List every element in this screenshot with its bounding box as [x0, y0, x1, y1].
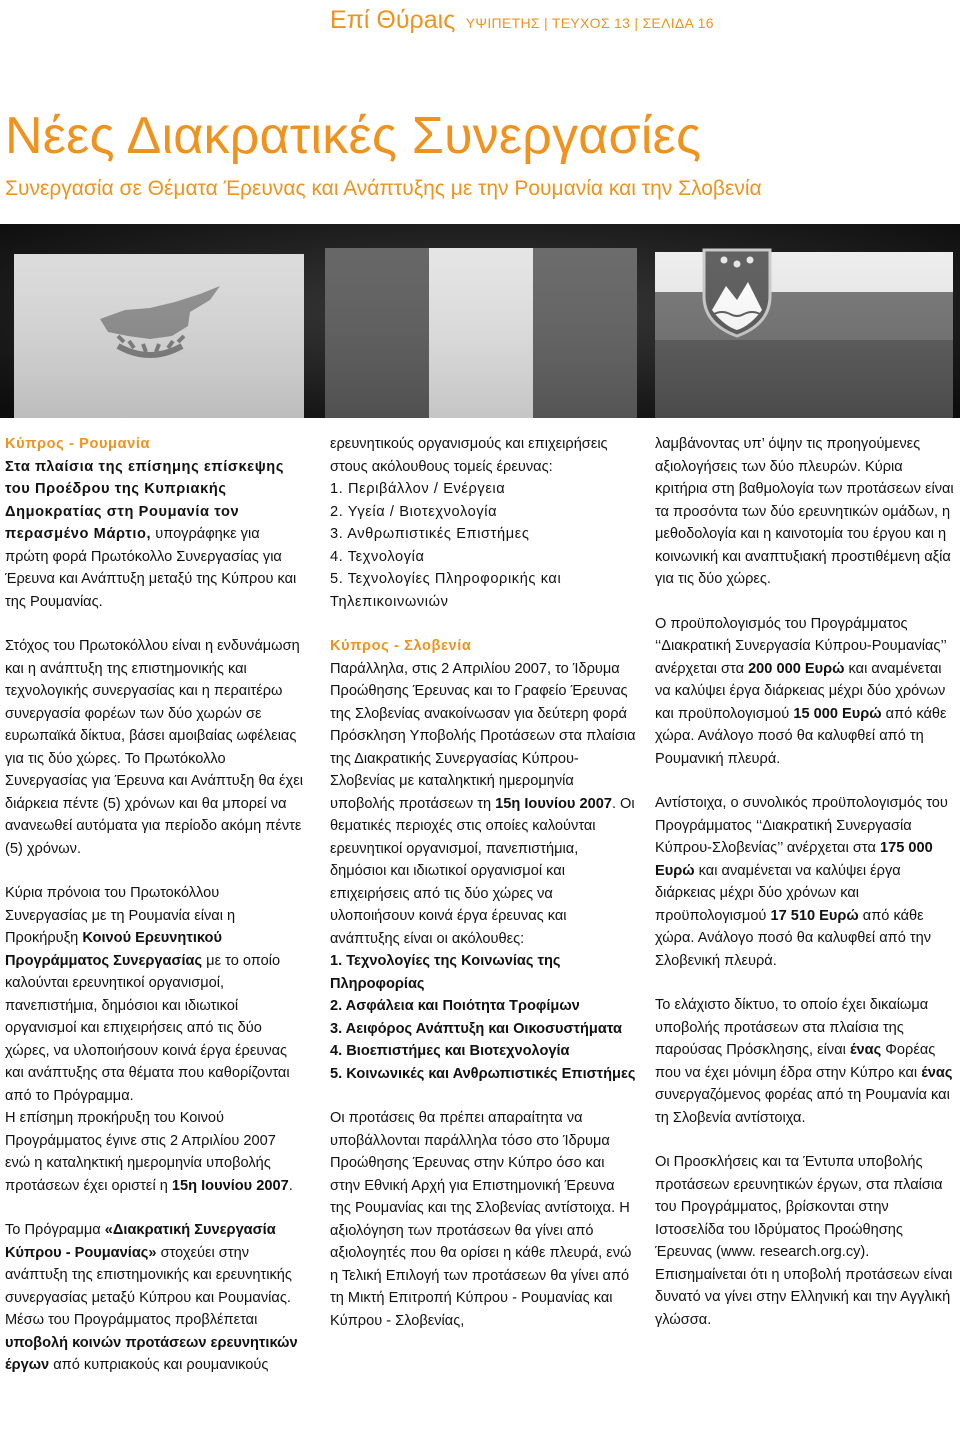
romania-flag: [325, 248, 637, 418]
thematic-areas-list: [330, 950, 638, 1085]
flags-illustration: [0, 224, 960, 418]
section-heading-cyprus-slovenia: Κύπρος - Σλοβενία: [330, 638, 472, 654]
article-title: Νέες Διακρατικές Συνεργασίες: [5, 107, 702, 165]
col1-p3-a: Κύρια πρόνοια του Πρωτοκόλλου Συνεργασίας με τη Ρουμανία είναι η Προκήρυξη: [5, 885, 236, 946]
list-item: 1. Περιβάλλον / Ενέργεια: [330, 481, 506, 497]
column-1: [5, 433, 305, 1399]
col1-paragraph-3: [5, 882, 305, 1107]
col3-p4-bold-1: ένας: [849, 1042, 882, 1058]
col2-p2-bold: 15η Ιουνίου 2007: [495, 795, 612, 812]
list-item: 5. Κοινωνικές και Ανθρωπιστικές Επιστήμες: [330, 1065, 636, 1082]
col3-paragraph-3: [655, 792, 955, 972]
magazine-name: Επί Θύρaις: [330, 6, 456, 34]
issue-meta: ΥΨΙΠΕΤΗΣ | ΤΕΥΧΟΣ 13 | ΣΕΛΙΔΑ 16: [465, 15, 714, 31]
col1-p5-c: στοχεύει στην ανάπτυξη της επιστημονικής και ερευνητικής συνεργασίας μεταξύ Κύπρου και Ρουμανίας. Μέσω του Προγράμματος προβλέπεται: [5, 1244, 292, 1328]
col1-p3-bold: Κοινού Ερευνητικού Προγράμματος Συνεργασίας: [5, 930, 222, 969]
col3-p2-c: και αναμένεται να καλύψει έργα διάρκειας μέχρι δύο χρόνων και προϋπολογισμού: [655, 660, 946, 722]
col3-p3-bold-1: 175 000 Ευρώ: [655, 840, 933, 879]
col3-p3-c: και αναμένεται να καλύψει έργα διάρκειας μέχρι δύο χρόνων και προϋπολογισμού: [655, 862, 901, 924]
cyprus-flag: [14, 254, 304, 418]
col1-paragraph-2: Στόχος του Πρωτοκόλλου είναι η ενδυνάμωση και η ανάπτυξη της επιστημονικής και τεχνολογικής συνεργασίας και η περαιτέρω συνεργασία φορέων των δύο χωρών σε ευρωπαϊκά δίκτυα, βάσει αμοιβαίας ωφέλειας για τις δύο χώρες. Το Πρωτόκολλο Συνεργασίας για Έρευνα και Ανάπτυξη θα έχει διάρκεια πέντε (5) χρόνων και θα μπορεί να ανανεωθεί αυτόματα για περίοδο ακόμη πέντε (5) χρόνων.: [5, 638, 303, 857]
col3-p2-bold-2: 15 000 Ευρώ: [793, 705, 882, 722]
col1-p5-a: Το Πρόγραμμα: [5, 1222, 105, 1238]
col3-paragraph-2: [655, 613, 955, 771]
col1-p5-bold-1: «Διακρατική Συνεργασία Κύπρου - Ρουμανίας»: [5, 1222, 276, 1261]
col3-p2-bold-1: 200 000 Ευρώ: [748, 660, 845, 677]
list-item: 4. Βιοεπιστήμες και Βιοτεχνολογία: [330, 1043, 570, 1059]
col1-paragraph-5: [5, 1219, 305, 1377]
col1-p5-e: από κυπριακούς και ρουμανικούς: [49, 1357, 269, 1373]
slovenia-flag: [655, 250, 953, 418]
col2-paragraph-2: [330, 658, 638, 951]
col3-p3-e: από κάθε χώρα. Ανάλογο ποσό θα καλυφθεί από την Σλοβενική πλευρά.: [655, 907, 932, 969]
list-item: 3. Αειφόρος Ανάπτυξη και Οικοσυστήματα: [330, 1020, 622, 1037]
column-2: [330, 433, 638, 1354]
page-header: [330, 6, 714, 35]
col1-p5-bold-2: υποβολή κοινών προτάσεων ερευνητικών έργων: [5, 1334, 298, 1373]
column-3: [655, 433, 955, 1353]
col3-p4-c: Φορέας που να έχει μόνιμη έδρα στην Κύπρο και: [655, 1042, 936, 1081]
list-item: 2. Υγεία / Βιοτεχνολογία: [330, 503, 498, 520]
col1-p1-bold: Στα πλαίσια της επίσημης επίσκεψης του Προέδρου της Κυπριακής Δημοκρατίας στη Ρουμανία τον περασμένο Μάρτιο,: [5, 458, 285, 542]
col3-p2-e: από κάθε χώρα. Ανάλογο ποσό θα καλυφθεί από τη Ρουμανική πλευρά.: [655, 705, 947, 767]
col1-p3-c: με το οποίο καλούνται ερευνητικοί οργανισμοί, πανεπιστήμια, δημόσιοι και ιδιωτικοί οργανισμοί και επιχειρήσεις από τις δύο χώρες, να υλοποιήσουν κοινά έργα έρευνας και ανάπτυξης στα θέματα που καθορίζονται από το Πρόγραμμα.: [5, 952, 290, 1104]
col1-p4-bold: 15η Ιουνίου 2007: [171, 1177, 289, 1194]
col3-paragraph-4: [655, 994, 955, 1129]
col3-p3-bold-2: 17 510 Ευρώ: [770, 907, 859, 924]
col1-paragraph-1: [5, 456, 305, 614]
col2-paragraph-1: ερευνητικούς οργανισμούς και επιχειρήσεις στους ακόλουθους τομείς έρευνας:: [330, 436, 608, 475]
col3-p4-a: Το ελάχιστο δίκτυο, το οποίο έχει δικαίωμα υποβολής προτάσεων στα πλαίσια της παρούσας Πρόσκλησης, είναι: [655, 997, 929, 1058]
col1-p4-c: .: [288, 1177, 293, 1194]
list-item: 2. Ασφάλεια και Ποιότητα Τροφίμων: [330, 998, 580, 1014]
list-item: 4. Τεχνολογία: [330, 548, 425, 565]
list-item: 5. Τεχνολογίες Πληροφορικής και Τηλεπικοινωνιών: [330, 571, 562, 610]
flags-photo: [0, 224, 960, 418]
col3-paragraph-5: Οι Προσκλήσεις και τα Έντυπα υποβολής προτάσεων ερευνητικών έργων, στα πλαίσια του Προγράμματος, βρίσκονται στην Ιστοσελίδα του Ιδρύματος Προώθησης Έρευνας (www. research.org.cy). Επισημαίνεται ότι η υποβολή προτάσεων είναι δυνατό να γίνει στην Ελληνική και την Αγγλική γλώσσα.: [655, 1154, 953, 1328]
col3-paragraph-1: λαμβάνοντας υπ’ όψην τις προηγούμενες αξιολογήσεις των δύο πλευρών. Κύρια κριτήρια στη βαθμολογία των προτάσεων είναι τα προσόντα των δύο ερευνητικών ομάδων, η μεθοδολογία και η καινοτομία του έργου και η κοινωνική και αναπτυξιακή προστιθέμενη αξία για τις δύο χώρες.: [655, 436, 954, 587]
col2-p2-a: Παράλληλα, στις 2 Απριλίου 2007, το Ίδρυμα Προώθησης Έρευνας και το Γραφείο Έρευνας της Σλοβενίας ανακοίνωσαν για δεύτερη φορά Πρόσκληση Υποβολής Προτάσεων στα πλαίσια της Διακρατικής Συνεργασίας Κύπρου-Σλοβενίας με καταληκτική ημερομηνία υποβολής προτάσεων τη: [330, 660, 636, 812]
list-item: 3. Ανθρωπιστικές Επιστήμες: [330, 526, 530, 542]
col1-p1-rest: υπογράφηκε για πρώτη φορά Πρωτόκολλο Συνεργασίας για Έρευνα και Ανάπτυξη μεταξύ της Κύπρου και της Ρουμανίας.: [5, 526, 297, 610]
col1-p4-a: Η επίσημη προκήρυξη του Κοινού Προγράμματος έγινε στις 2 Απριλίου 2007 ενώ η καταληκτική ημερομηνία υποβολής προτάσεων έχει οριστεί η: [5, 1110, 276, 1194]
list-item: 1. Τεχνολογίες της Κοινωνίας της Πληροφορίας: [330, 953, 561, 992]
col2-paragraph-3: Οι προτάσεις θα πρέπει απαραίτητα να υποβάλλονται παράλληλα τόσο στο Ίδρυμα Προώθησης Έρευνας στην Κύπρο όσο και στην Εθνική Αρχή για Επιστημονική Έρευνα της Ρουμανίας και της Σλοβενίας αντίστοιχα. Η αξιολόγηση των προτάσεων θα γίνει από αξιολογητές που θα ορίσει η κάθε πλευρά, ενώ η Τελική Επιλογή των προτάσεων θα γίνει από τη Μικτή Επιτροπή Κύπρου - Ρουμανίας και Κύπρου - Σλοβενίας,: [330, 1110, 632, 1329]
col3-p3-a: Αντίστοιχα, ο συνολικός προϋπολογισμός του Προγράμματος ‘‘Διακρατική Συνεργασία Κύπρου-Σλοβενίας’’ ανέρχεται στα: [655, 795, 948, 856]
article-subtitle: Συνεργασία σε Θέματα Έρευνας και Ανάπτυξης με την Ρουμανία και την Σλοβενία: [5, 177, 762, 200]
section-heading-cyprus-romania: Κύπρος - Ρουμανία: [5, 436, 151, 452]
research-fields-list: [330, 478, 638, 613]
col1-paragraph-4: [5, 1107, 305, 1197]
col2-p2-c: . Οι θεματικές περιοχές στις οποίες καλούνται ερευνητικοί οργανισμοί, πανεπιστήμια, δημόσιοι και ιδιωτικοί οργανισμοί και επιχειρήσεις από τις δύο χώρες να υλοποιήσουν κοινά έργα έρευνας και ανάπτυξης είναι οι ακόλουθες:: [330, 795, 635, 947]
col3-p4-e: συνεργαζόμενος φορέας από τη Ρουμανία και τη Σλοβενία αντίστοιχα.: [655, 1087, 950, 1126]
col3-p4-bold-2: ένας: [921, 1064, 953, 1081]
col3-p2-a: Ο προϋπολογισμός του Προγράμματος ‘‘Διακρατική Συνεργασία Κύπρου-Ρουμανίας’’ ανέρχεται στα: [655, 615, 947, 677]
